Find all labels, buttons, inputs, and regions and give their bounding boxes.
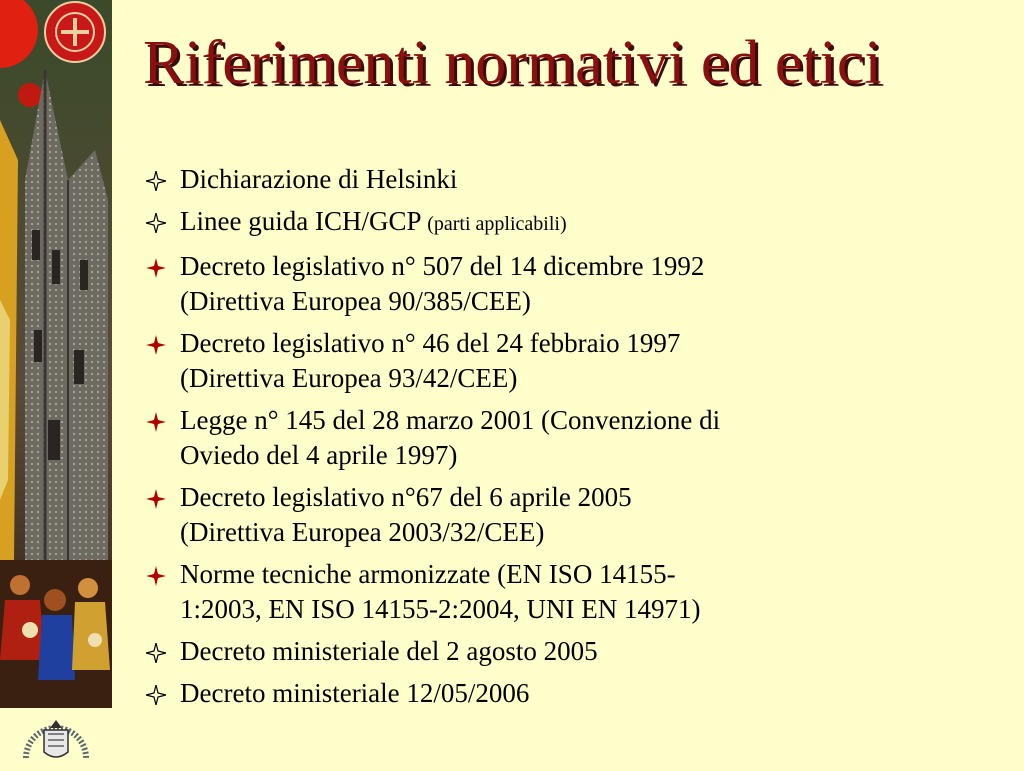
list-item-text-line2: (Direttiva Europea 2003/32/CEE) [180,517,545,547]
list-item [146,204,866,242]
slide-title: Riferimenti normativi ed etici [143,29,882,97]
list-item-text-line2: (Direttiva Europea 90/385/CEE) [180,286,531,316]
four-point-star-icon [146,258,166,278]
four-point-star-icon [146,213,166,233]
four-point-star-icon [146,335,166,355]
list-item-note: (parti applicabili) [427,213,567,235]
list-item-text: Decreto legislativo n° 507 del 14 dicembre 1992 [180,251,705,281]
reference-list [146,162,866,718]
list-item-text: Decreto legislativo n°67 del 6 aprile 2005 [180,482,632,512]
list-item-text: Decreto ministeriale del 2 agosto 2005 [180,636,598,666]
list-item-text: Legge n° 145 del 28 marzo 2001 (Convenzione di [180,405,721,435]
hospital-crest-logo [18,716,94,766]
list-item-text: Linee guida ICH/GCP [180,206,428,236]
list-item [146,249,866,319]
list-item [146,557,866,627]
list-item [146,326,866,396]
cathedral-painting-image [0,0,112,768]
list-item-text-line2: Oviedo del 4 aprile 1997) [180,440,458,470]
list-item-text-line2: (Direttiva Europea 93/42/CEE) [180,363,518,393]
four-point-star-icon [146,489,166,509]
list-item-text: Decreto ministeriale 12/05/2006 [180,678,530,708]
four-point-star-icon [146,643,166,663]
list-item-text: Decreto legislativo n° 46 del 24 febbraio 1997 [180,328,681,358]
list-item-text: Dichiarazione di Helsinki [180,164,458,194]
list-item-text: Norme tecniche armonizzate (EN ISO 14155- [180,559,676,589]
four-point-star-icon [146,412,166,432]
list-item [146,676,866,711]
list-item [146,634,866,669]
list-item [146,403,866,473]
list-item [146,162,866,197]
list-item-text-line2: 1:2003, EN ISO 14155-2:2004, UNI EN 14971) [180,594,701,624]
four-point-star-icon [146,566,166,586]
list-item [146,480,866,550]
four-point-star-icon [146,685,166,705]
four-point-star-icon [146,171,166,191]
